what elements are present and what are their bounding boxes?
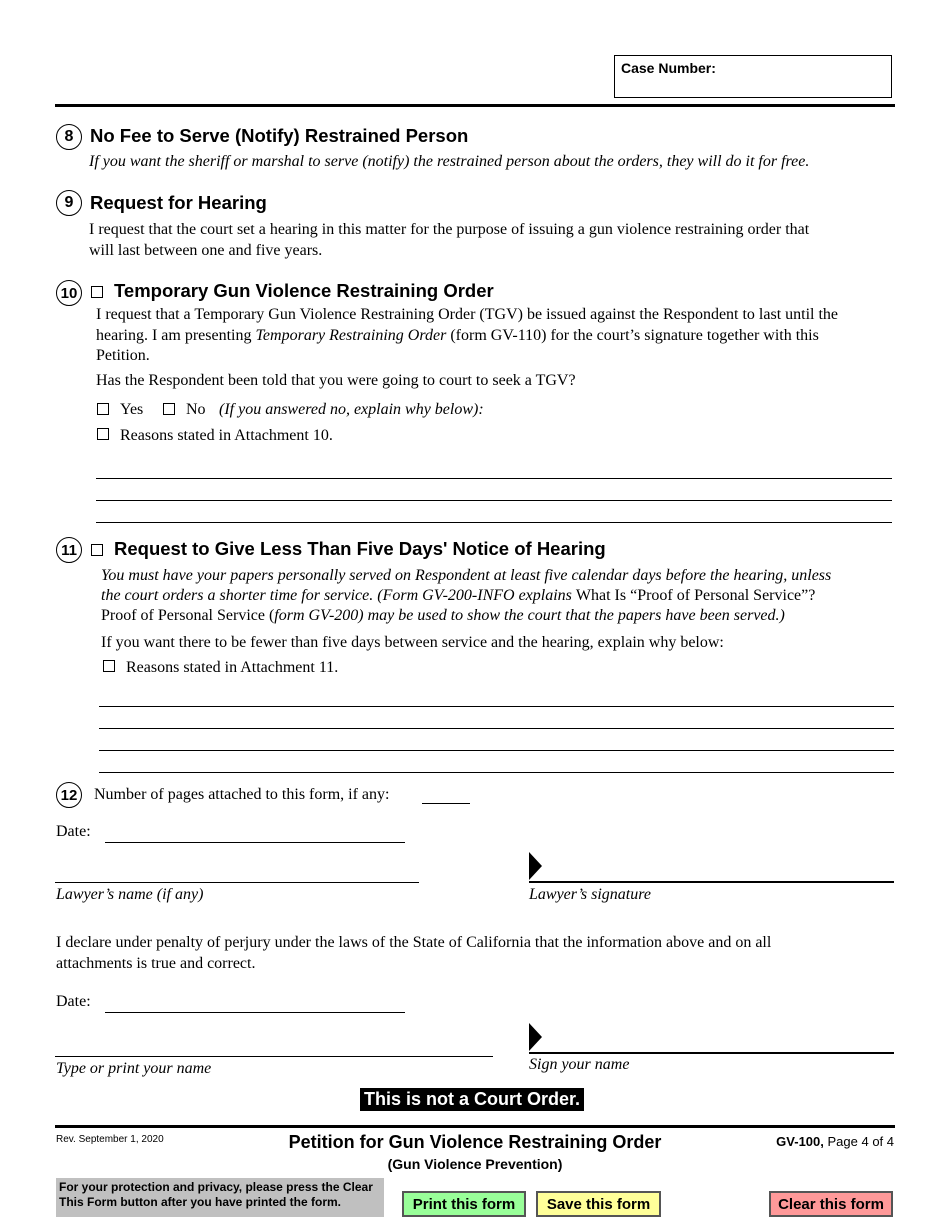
section-11-line2-a: the court orders a shorter time for service. (Form GV-200-INFO explains xyxy=(101,587,576,604)
item-number-8: 8 xyxy=(56,124,82,150)
privacy-note-line1: For your protection and privacy, please press the Clear xyxy=(59,1180,373,1194)
no-label: No xyxy=(186,401,206,418)
section-10-p1-line2-a: hearing. I am presenting xyxy=(96,327,256,344)
section-11-reason-line-1[interactable] xyxy=(99,706,894,707)
section-10-p1-line2-c: (form GV-110) for the court’s signature together with this xyxy=(446,327,819,344)
item-number-11: 11 xyxy=(56,537,82,563)
item-number-12: 12 xyxy=(56,782,82,808)
footer-rule xyxy=(55,1125,895,1128)
date-field-1[interactable] xyxy=(105,842,405,843)
lawyer-name-label: Lawyer’s name (if any) xyxy=(56,886,204,903)
section-11-reason-line-2[interactable] xyxy=(99,728,894,729)
no-checkbox[interactable] xyxy=(163,403,175,415)
form-page-info xyxy=(776,1134,894,1149)
date-field-2[interactable] xyxy=(105,1012,405,1013)
item-number-9: 9 xyxy=(56,190,82,216)
section-10-reason-line-1[interactable] xyxy=(96,478,892,479)
yes-checkbox[interactable] xyxy=(97,403,109,415)
section-10-checkbox[interactable] xyxy=(91,286,103,298)
attachment-11-label: Reasons stated in Attachment 11. xyxy=(126,659,339,676)
date-label-2: Date: xyxy=(56,993,91,1010)
print-name-label: Type or print your name xyxy=(56,1060,212,1077)
section-10-title: Temporary Gun Violence Restraining Order xyxy=(114,280,494,301)
privacy-note xyxy=(56,1178,384,1217)
section-10-form-title: Temporary Restraining Order xyxy=(255,327,447,344)
section-11-line3-a: Proof of Personal Service ( xyxy=(101,607,275,624)
section-11-reason-line-4[interactable] xyxy=(99,772,894,773)
declaration-line1: I declare under penalty of perjury under the laws of the State of California that the information above and on all xyxy=(56,934,772,951)
section-10-p1-line2 xyxy=(96,325,819,346)
section-8-text: If you want the sheriff or marshal to serve (notify) the restrained person about the orders, they will do it for free. xyxy=(89,153,810,170)
signature-arrow-icon-2 xyxy=(529,1023,542,1051)
form-id: GV-100, xyxy=(776,1134,824,1149)
case-number-box[interactable] xyxy=(614,55,892,98)
save-form-button[interactable]: Save this form xyxy=(536,1191,661,1217)
section-10-reason-line-3[interactable] xyxy=(96,522,892,523)
pages-attached-field[interactable] xyxy=(422,803,470,804)
section-11-reason-line-3[interactable] xyxy=(99,750,894,751)
section-9-title: Request for Hearing xyxy=(90,192,267,213)
section-10-reason-line-2[interactable] xyxy=(96,500,892,501)
clear-form-button[interactable]: Clear this form xyxy=(769,1191,893,1217)
lawyer-signature-field[interactable] xyxy=(529,881,894,883)
header-rule xyxy=(55,104,895,107)
revision-date: Rev. September 1, 2020 xyxy=(56,1134,164,1145)
lawyer-signature-label: Lawyer’s signature xyxy=(529,886,651,903)
yes-label: Yes xyxy=(120,401,144,418)
section-11-title: Request to Give Less Than Five Days' Notice of Hearing xyxy=(114,538,606,559)
print-form-button[interactable]: Print this form xyxy=(402,1191,526,1217)
section-10-p1-line1: I request that a Temporary Gun Violence Restraining Order (TGV) be issued against the Respondent to last until the xyxy=(96,306,839,323)
section-9-text-line1: I request that the court set a hearing in this matter for the purpose of issuing a gun violence restraining order that xyxy=(89,221,810,238)
section-11-line2 xyxy=(101,585,815,606)
section-10-question: Has the Respondent been told that you were going to court to seek a TGV? xyxy=(96,372,576,389)
attachment-10-label: Reasons stated in Attachment 10. xyxy=(120,427,333,444)
section-11-line3 xyxy=(101,605,785,626)
section-9-text-line2: will last between one and five years. xyxy=(89,242,323,259)
date-label-1: Date: xyxy=(56,823,91,840)
section-10-p1-line3: Petition. xyxy=(96,347,150,364)
sign-name-label: Sign your name xyxy=(529,1056,630,1073)
section-11-line2-b: What Is “Proof of Personal Service”? xyxy=(575,587,816,604)
page-number: Page 4 of 4 xyxy=(827,1134,894,1149)
form-title: Petition for Gun Violence Restraining Order xyxy=(288,1132,662,1152)
attachment-10-checkbox[interactable] xyxy=(97,428,109,440)
declaration-line2: attachments is true and correct. xyxy=(56,955,256,972)
section-11-question: If you want there to be fewer than five days between service and the hearing, explain why below: xyxy=(101,634,724,651)
print-name-field[interactable] xyxy=(55,1056,493,1057)
section-8-title: No Fee to Serve (Notify) Restrained Person xyxy=(90,125,469,146)
section-11-line3-b: form GV-200) may be used to show the court that the papers have been served.) xyxy=(274,607,785,624)
section-11-checkbox[interactable] xyxy=(91,544,103,556)
not-court-order-banner: This is not a Court Order. xyxy=(360,1088,584,1111)
section-12-text: Number of pages attached to this form, if any: xyxy=(94,786,390,803)
lawyer-name-field[interactable] xyxy=(55,882,419,883)
attachment-11-checkbox[interactable] xyxy=(103,660,115,672)
case-number-label: Case Number: xyxy=(621,60,716,76)
no-explain-note: (If you answered no, explain why below): xyxy=(219,401,484,418)
form-subtitle: (Gun Violence Prevention) xyxy=(387,1156,563,1172)
section-11-line1: You must have your papers personally served on Respondent at least five calendar days before the hearing, unless xyxy=(101,567,832,584)
privacy-note-line2: This Form button after you have printed the form. xyxy=(59,1195,342,1209)
item-number-10: 10 xyxy=(56,280,82,306)
signature-arrow-icon xyxy=(529,852,542,880)
